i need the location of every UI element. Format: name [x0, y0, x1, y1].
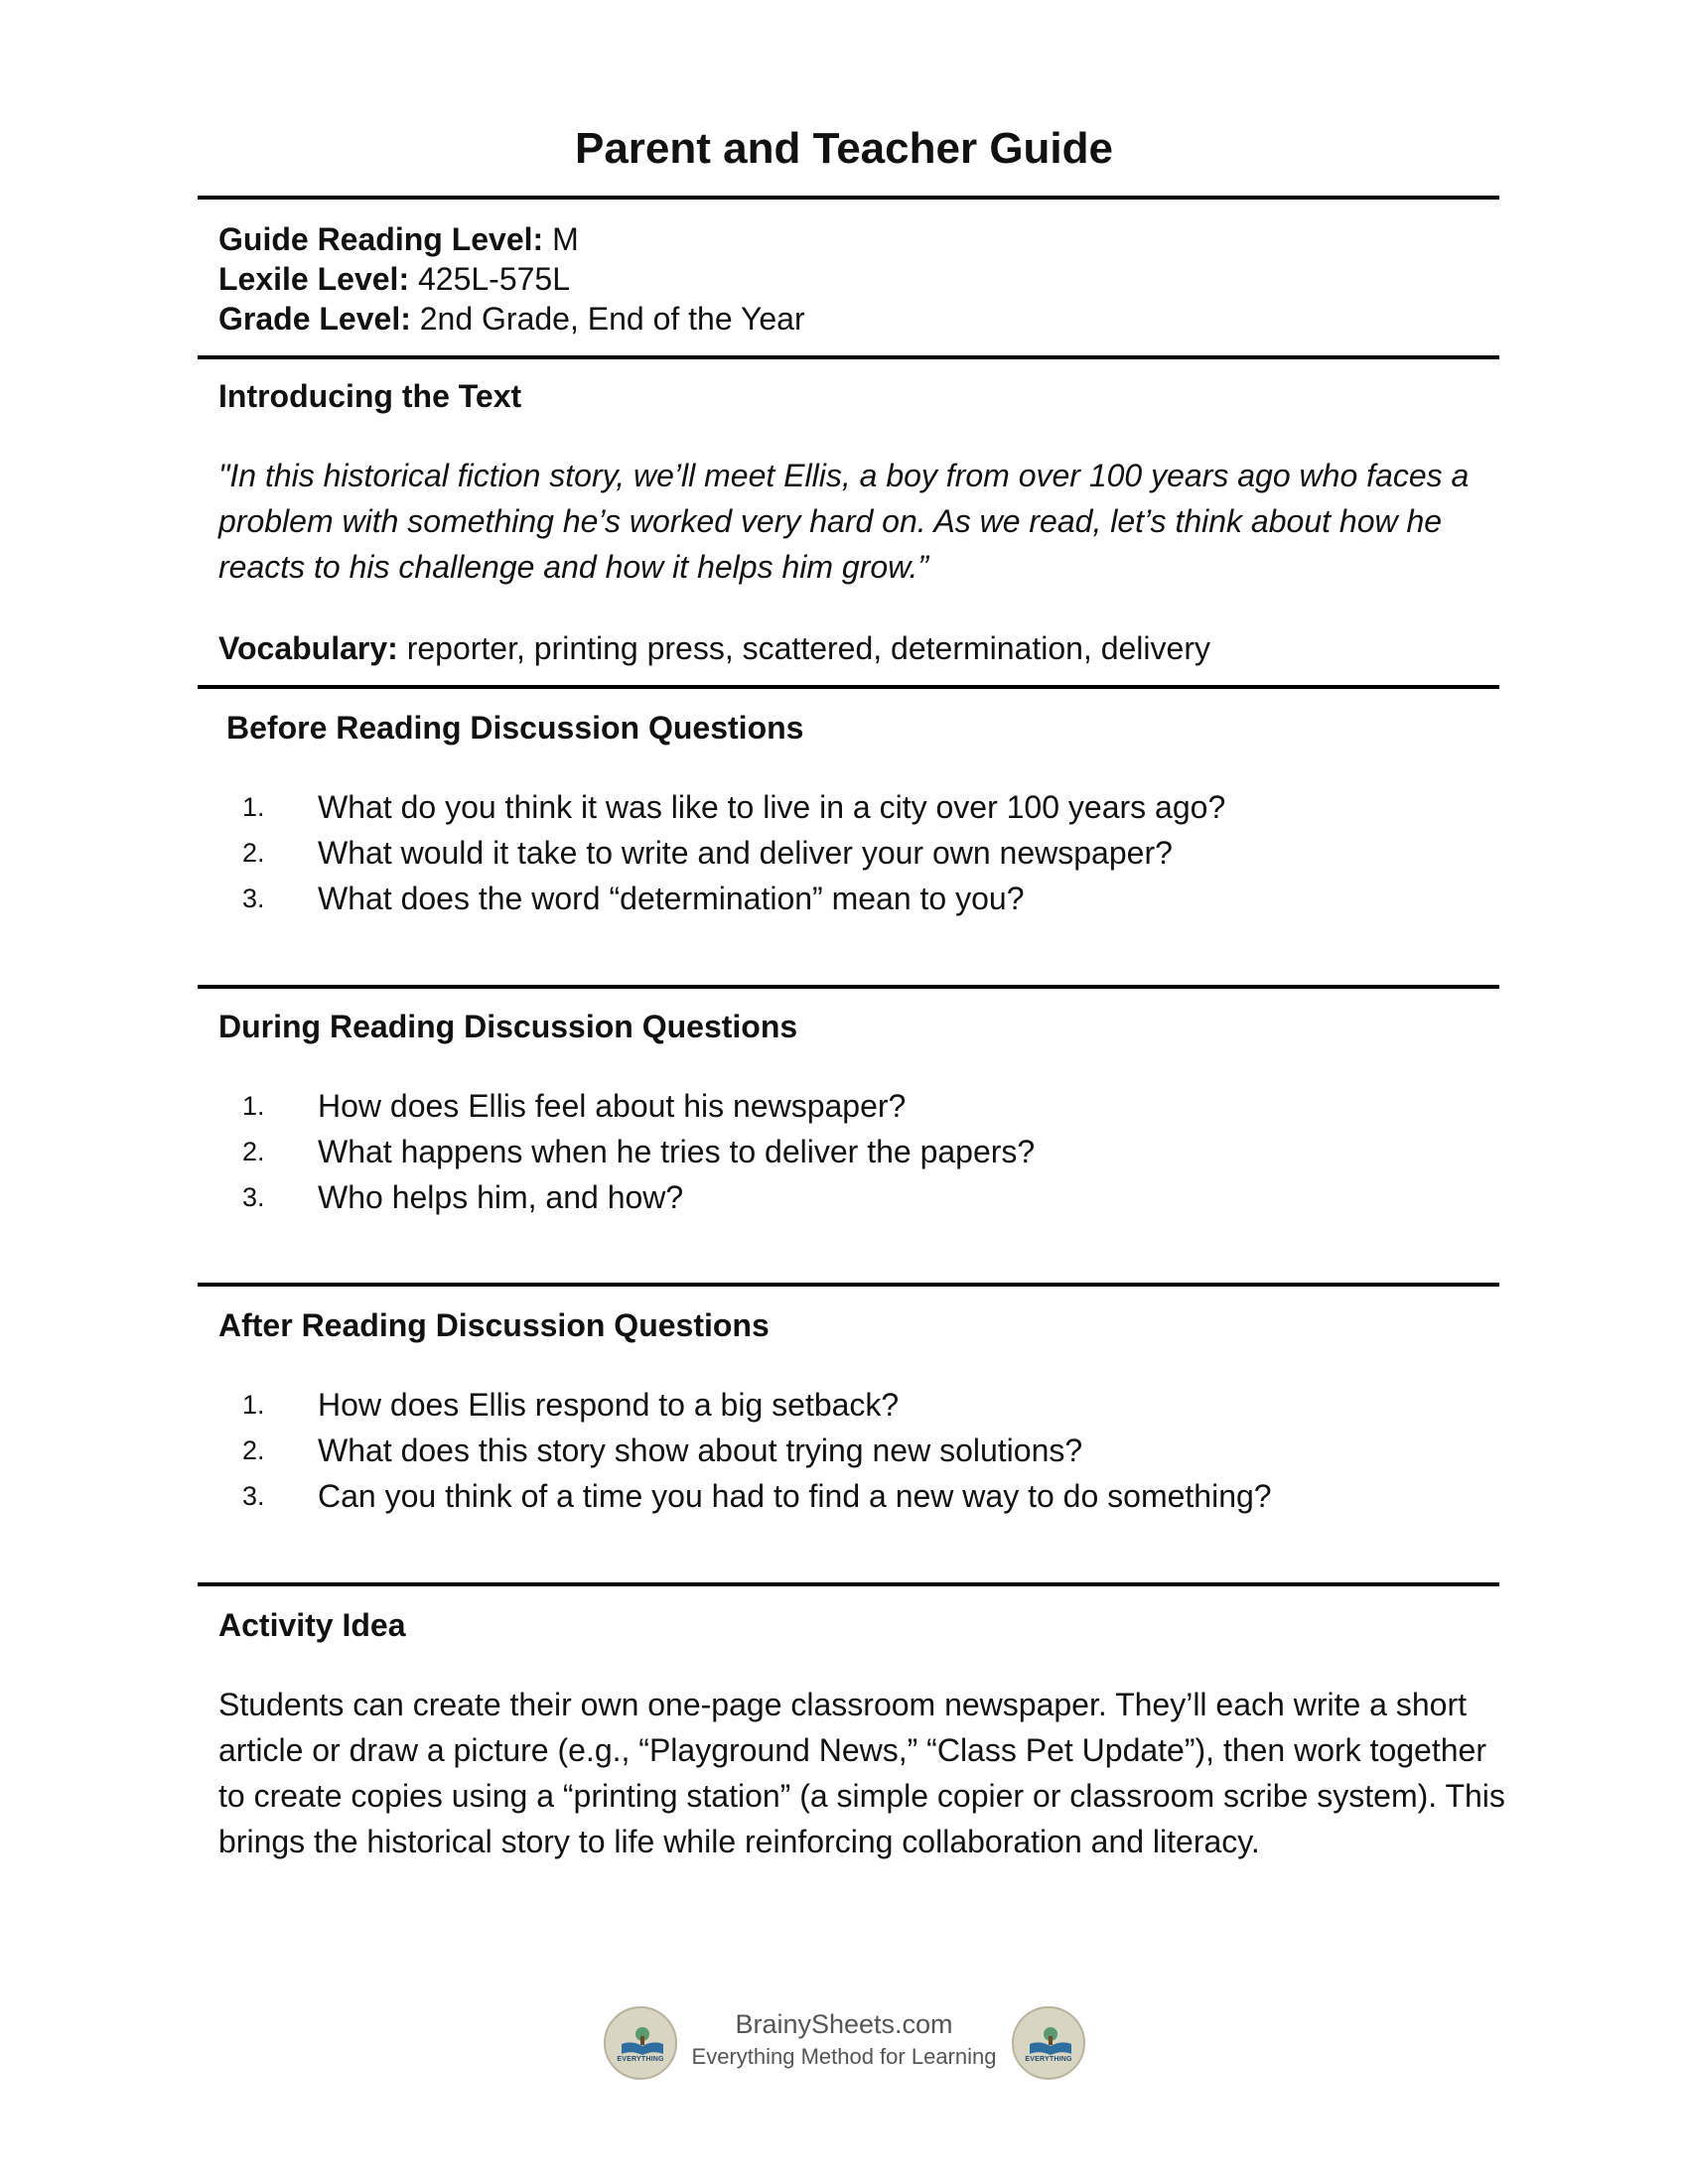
item-number: 3. [242, 1182, 265, 1212]
site-tagline: Everything Method for Learning [691, 2044, 997, 2069]
vocabulary-label: Vocabulary: [218, 630, 398, 666]
item-number: 3. [242, 1481, 265, 1511]
intro-heading: Introducing the Text [218, 378, 522, 414]
item-text: Can you think of a time you had to find a new way to do something? [318, 1478, 1272, 1514]
item-text: How does Ellis respond to a big setback? [318, 1387, 900, 1423]
brand-logo-icon [1012, 2006, 1085, 2080]
lexile-level-label: Lexile Level: [218, 261, 410, 297]
activity-text: Students can create their own one-page classroom newspaper. They’ll each write a short article or draw a picture (e.g., “Playground News,” “Class Pet Update”), then work together to create copies using a “printing station” (a simple copier or classroom scribe system). This brings the historical story to life while reinforcing collaboration and literacy. [218, 1687, 1505, 1859]
divider [198, 1582, 1499, 1586]
after-reading-heading: After Reading Discussion Questions [218, 1307, 770, 1343]
item-text: Who helps him, and how? [318, 1179, 684, 1215]
vocabulary-words: reporter, printing press, scattered, determination, delivery [406, 630, 1210, 666]
divider [198, 355, 1499, 359]
item-text: What does the word “determination” mean to you? [318, 881, 1025, 916]
book-icon [1028, 2026, 1073, 2056]
site-name: BrainySheets.com [735, 2009, 953, 2039]
guide-reading-level [218, 219, 805, 259]
item-text: What do you think it was like to live in a city over 100 years ago? [318, 789, 1226, 825]
item-number: 2. [242, 1137, 265, 1166]
item-text: What does this story show about trying new solutions? [318, 1433, 1083, 1468]
grade-level-label: Grade Level: [218, 301, 411, 337]
guide-reading-level-value: M [552, 221, 579, 257]
item-number: 1. [242, 1390, 265, 1420]
item-text: What would it take to write and deliver your own newspaper? [318, 835, 1173, 871]
before-reading-heading: Before Reading Discussion Questions [226, 710, 804, 746]
footer [0, 2006, 1688, 2086]
lexile-level-value: 425L-575L [417, 261, 571, 297]
guide-reading-level-label: Guide Reading Level: [218, 221, 544, 257]
page-title: Parent and Teacher Guide [574, 124, 1113, 173]
item-number: 2. [242, 838, 265, 868]
logo-caption: EVERYTHING [1025, 2056, 1072, 2063]
item-text: How does Ellis feel about his newspaper? [318, 1088, 907, 1124]
lexile-level [218, 259, 805, 299]
during-reading-heading: During Reading Discussion Questions [218, 1009, 798, 1044]
item-number: 3. [242, 884, 265, 913]
item-number: 1. [242, 792, 265, 822]
activity-heading: Activity Idea [218, 1607, 406, 1643]
grade-level-value: 2nd Grade, End of the Year [419, 301, 805, 337]
divider [198, 1283, 1499, 1287]
logo-caption: EVERYTHING [617, 2056, 664, 2063]
item-number: 1. [242, 1091, 265, 1121]
grade-level [218, 299, 805, 339]
vocabulary [218, 628, 1210, 668]
divider [198, 985, 1499, 989]
intro-quote: "In this historical fiction story, we’ll meet Ellis, a boy from over 100 years ago who faces a problem with something he’s worked very hard on. As we read, let’s think about how he reacts to his challenge and how it helps him grow.” [218, 458, 1470, 585]
divider [198, 196, 1499, 200]
reading-levels [218, 219, 805, 339]
divider [198, 685, 1499, 689]
item-number: 2. [242, 1435, 265, 1465]
item-text: What happens when he tries to deliver the papers? [318, 1134, 1036, 1169]
